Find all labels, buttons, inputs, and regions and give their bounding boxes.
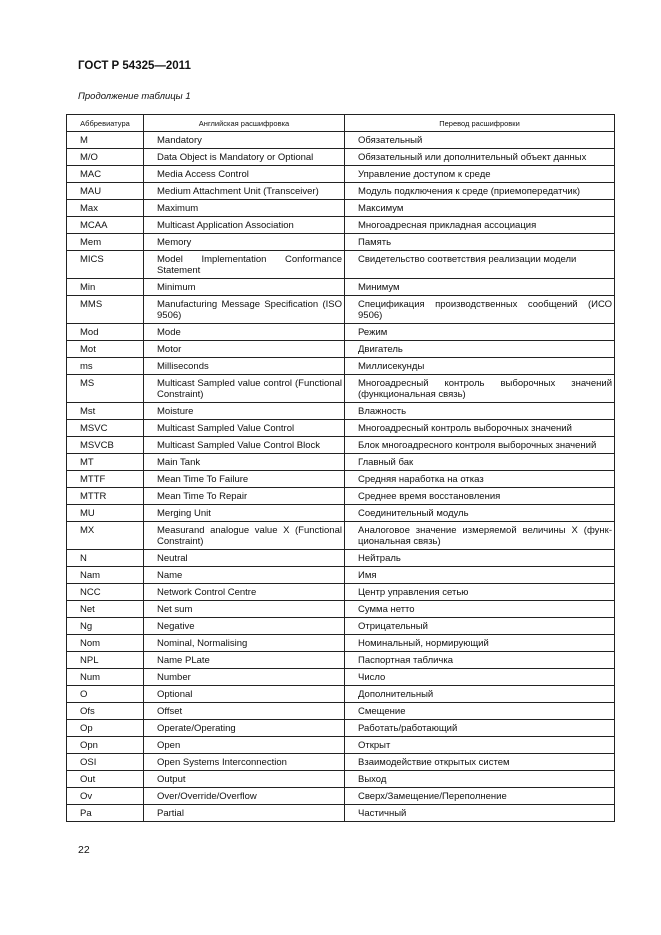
english-cell: Medium Attachment Unit (Transceiver) bbox=[144, 183, 345, 200]
translation-cell: Управление доступом к среде bbox=[345, 166, 615, 183]
table-row bbox=[67, 771, 615, 788]
translation-cell: Среднее время восстановления bbox=[345, 488, 615, 505]
table-row bbox=[67, 166, 615, 183]
translation-cell: Многоадресная прикладная ассоциация bbox=[345, 217, 615, 234]
table-row bbox=[67, 669, 615, 686]
table-row bbox=[67, 567, 615, 584]
translation-cell: Частичный bbox=[345, 805, 615, 822]
abbreviations-table bbox=[66, 114, 615, 822]
english-cell: Negative bbox=[144, 618, 345, 635]
abbreviation-cell: N bbox=[67, 550, 144, 567]
table-row bbox=[67, 358, 615, 375]
table-row bbox=[67, 805, 615, 822]
abbreviation-cell: MU bbox=[67, 505, 144, 522]
english-cell: Network Control Centre bbox=[144, 584, 345, 601]
abbreviation-cell: MAU bbox=[67, 183, 144, 200]
english-cell: Maximum bbox=[144, 200, 345, 217]
abbreviation-cell: Out bbox=[67, 771, 144, 788]
abbreviation-cell: MT bbox=[67, 454, 144, 471]
translation-cell: Минимум bbox=[345, 279, 615, 296]
english-cell: Mode bbox=[144, 324, 345, 341]
translation-cell: Сверх/Замещение/Переполнение bbox=[345, 788, 615, 805]
english-cell: Model Implementation Conformance Statement bbox=[144, 251, 345, 279]
translation-cell: Спецификация производственных сообщений (ИСО 9506) bbox=[345, 296, 615, 324]
translation-cell: Паспортная табличка bbox=[345, 652, 615, 669]
table-row bbox=[67, 652, 615, 669]
english-cell: Mean Time To Repair bbox=[144, 488, 345, 505]
translation-cell: Соединительный модуль bbox=[345, 505, 615, 522]
document-header: ГОСТ Р 54325—2011 bbox=[78, 60, 191, 72]
abbreviation-cell: ms bbox=[67, 358, 144, 375]
abbreviation-cell: Ov bbox=[67, 788, 144, 805]
table-row bbox=[67, 788, 615, 805]
table-row bbox=[67, 618, 615, 635]
table-row bbox=[67, 720, 615, 737]
abbreviation-cell: Pa bbox=[67, 805, 144, 822]
english-cell: Minimum bbox=[144, 279, 345, 296]
english-cell: Partial bbox=[144, 805, 345, 822]
table-header-row bbox=[67, 115, 615, 132]
english-cell: Multicast Application Association bbox=[144, 217, 345, 234]
abbreviation-cell: OSI bbox=[67, 754, 144, 771]
translation-cell: Модуль подключения к среде (приемопередатчик) bbox=[345, 183, 615, 200]
abbreviation-cell: Opn bbox=[67, 737, 144, 754]
translation-cell: Влажность bbox=[345, 403, 615, 420]
abbreviation-cell: MTTF bbox=[67, 471, 144, 488]
english-cell: Net sum bbox=[144, 601, 345, 618]
table-row bbox=[67, 183, 615, 200]
english-cell: Main Tank bbox=[144, 454, 345, 471]
table-row bbox=[67, 200, 615, 217]
abbreviation-cell: O bbox=[67, 686, 144, 703]
translation-cell: Нейтраль bbox=[345, 550, 615, 567]
english-cell: Multicast Sampled Value Control Block bbox=[144, 437, 345, 454]
table-row bbox=[67, 601, 615, 618]
abbreviation-cell: Num bbox=[67, 669, 144, 686]
table-row bbox=[67, 420, 615, 437]
abbreviation-cell: MMS bbox=[67, 296, 144, 324]
translation-cell: Число bbox=[345, 669, 615, 686]
table-row bbox=[67, 505, 615, 522]
english-cell: Motor bbox=[144, 341, 345, 358]
english-cell: Optional bbox=[144, 686, 345, 703]
abbreviation-cell: Mot bbox=[67, 341, 144, 358]
column-header-abbreviation: Аббревиатура bbox=[67, 115, 144, 132]
english-cell: Multicast Sampled value control (Functional Constraint) bbox=[144, 375, 345, 403]
abbreviation-cell: MX bbox=[67, 522, 144, 550]
column-header-english: Английская расшифровка bbox=[144, 115, 345, 132]
abbreviation-cell: Net bbox=[67, 601, 144, 618]
table-row bbox=[67, 403, 615, 420]
table-row bbox=[67, 550, 615, 567]
translation-cell: Работать/работающий bbox=[345, 720, 615, 737]
page-number: 22 bbox=[78, 844, 90, 856]
english-cell: Output bbox=[144, 771, 345, 788]
translation-cell: Память bbox=[345, 234, 615, 251]
table-row bbox=[67, 132, 615, 149]
translation-cell: Блок многоадресного контроля выборочных значений bbox=[345, 437, 615, 454]
table-row bbox=[67, 149, 615, 166]
translation-cell: Центр управления сетью bbox=[345, 584, 615, 601]
column-header-translation: Перевод расшифровки bbox=[345, 115, 615, 132]
translation-cell: Сумма нетто bbox=[345, 601, 615, 618]
translation-cell: Отрицательный bbox=[345, 618, 615, 635]
english-cell: Name bbox=[144, 567, 345, 584]
translation-cell: Многоадресный контроль выборочных значений (функциональная связь) bbox=[345, 375, 615, 403]
english-cell: Open bbox=[144, 737, 345, 754]
table-row bbox=[67, 686, 615, 703]
translation-cell: Открыт bbox=[345, 737, 615, 754]
english-cell: Mean Time To Failure bbox=[144, 471, 345, 488]
abbreviation-cell: MS bbox=[67, 375, 144, 403]
translation-cell: Двигатель bbox=[345, 341, 615, 358]
english-cell: Mandatory bbox=[144, 132, 345, 149]
abbreviation-cell: Mod bbox=[67, 324, 144, 341]
table-row bbox=[67, 437, 615, 454]
translation-cell: Обязательный или дополнительный объект данных bbox=[345, 149, 615, 166]
table-row bbox=[67, 234, 615, 251]
table-row bbox=[67, 279, 615, 296]
abbreviation-cell: Mem bbox=[67, 234, 144, 251]
table-row bbox=[67, 471, 615, 488]
table-row bbox=[67, 703, 615, 720]
abbreviation-cell: M/O bbox=[67, 149, 144, 166]
english-cell: Offset bbox=[144, 703, 345, 720]
abbreviation-cell: Op bbox=[67, 720, 144, 737]
english-cell: Moisture bbox=[144, 403, 345, 420]
table-row bbox=[67, 324, 615, 341]
table-row bbox=[67, 454, 615, 471]
abbreviation-cell: MSVC bbox=[67, 420, 144, 437]
translation-cell: Смещение bbox=[345, 703, 615, 720]
translation-cell: Средняя наработка на отказ bbox=[345, 471, 615, 488]
english-cell: Milliseconds bbox=[144, 358, 345, 375]
abbreviation-cell: NPL bbox=[67, 652, 144, 669]
abbreviation-cell: Min bbox=[67, 279, 144, 296]
translation-cell: Многоадресный контроль выборочных значений bbox=[345, 420, 615, 437]
table-row bbox=[67, 341, 615, 358]
english-cell: Over/Override/Overflow bbox=[144, 788, 345, 805]
abbreviation-cell: MICS bbox=[67, 251, 144, 279]
table-row bbox=[67, 522, 615, 550]
translation-cell: Режим bbox=[345, 324, 615, 341]
abbreviation-cell: Nam bbox=[67, 567, 144, 584]
table-row bbox=[67, 375, 615, 403]
translation-cell: Максимум bbox=[345, 200, 615, 217]
english-cell: Neutral bbox=[144, 550, 345, 567]
english-cell: Multicast Sampled Value Control bbox=[144, 420, 345, 437]
table-continuation-caption: Продолжение таблицы 1 bbox=[78, 91, 191, 102]
abbreviation-cell: Ofs bbox=[67, 703, 144, 720]
translation-cell: Номинальный, нормирующий bbox=[345, 635, 615, 652]
english-cell: Memory bbox=[144, 234, 345, 251]
translation-cell: Главный бак bbox=[345, 454, 615, 471]
english-cell: Measurand analogue value X (Functional Constraint) bbox=[144, 522, 345, 550]
abbreviation-cell: MCAA bbox=[67, 217, 144, 234]
abbreviation-cell: NCC bbox=[67, 584, 144, 601]
english-cell: Number bbox=[144, 669, 345, 686]
table-row bbox=[67, 488, 615, 505]
english-cell: Name PLate bbox=[144, 652, 345, 669]
english-cell: Manufacturing Message Specification (ISO 9506) bbox=[144, 296, 345, 324]
table-row bbox=[67, 217, 615, 234]
abbreviation-cell: MTTR bbox=[67, 488, 144, 505]
abbreviation-cell: M bbox=[67, 132, 144, 149]
english-cell: Open Systems Interconnection bbox=[144, 754, 345, 771]
translation-cell: Взаимодействие открытых систем bbox=[345, 754, 615, 771]
abbreviation-cell: MSVCB bbox=[67, 437, 144, 454]
english-cell: Operate/Operating bbox=[144, 720, 345, 737]
table-row bbox=[67, 251, 615, 279]
translation-cell: Обязательный bbox=[345, 132, 615, 149]
abbreviation-cell: Ng bbox=[67, 618, 144, 635]
english-cell: Media Access Control bbox=[144, 166, 345, 183]
translation-cell: Миллисекунды bbox=[345, 358, 615, 375]
translation-cell: Выход bbox=[345, 771, 615, 788]
abbreviation-cell: Nom bbox=[67, 635, 144, 652]
table-row bbox=[67, 737, 615, 754]
translation-cell: Дополнительный bbox=[345, 686, 615, 703]
english-cell: Nominal, Normalising bbox=[144, 635, 345, 652]
english-cell: Merging Unit bbox=[144, 505, 345, 522]
translation-cell: Аналоговое значение измеряемой величины X (функ-циональная связь) bbox=[345, 522, 615, 550]
table-row bbox=[67, 584, 615, 601]
abbreviation-cell: Mst bbox=[67, 403, 144, 420]
table-row bbox=[67, 296, 615, 324]
table-row bbox=[67, 635, 615, 652]
table-row bbox=[67, 754, 615, 771]
translation-cell: Свидетельство соответствия реализации модели bbox=[345, 251, 615, 279]
abbreviation-cell: Max bbox=[67, 200, 144, 217]
abbreviation-cell: MAC bbox=[67, 166, 144, 183]
english-cell: Data Object is Mandatory or Optional bbox=[144, 149, 345, 166]
translation-cell: Имя bbox=[345, 567, 615, 584]
